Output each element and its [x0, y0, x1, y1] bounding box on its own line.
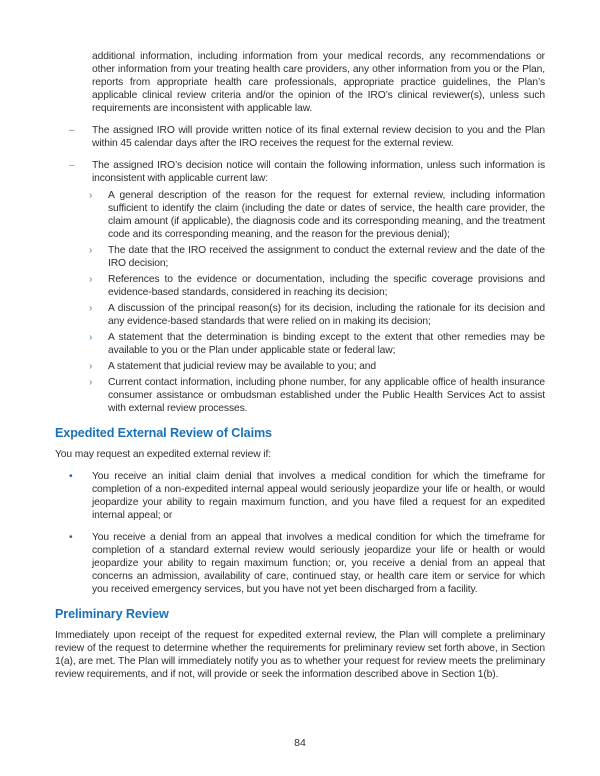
dash-bullet-marker: –: [69, 160, 75, 171]
document-body: [55, 50, 545, 690]
expedited-intro-text: You may request an expedited external review if:: [55, 449, 271, 460]
preliminary-body-text: Immediately upon receipt of the request for expedited external review, the Plan will complete a preliminary review of the request to determine whether the requirements for preliminary review set forth above, in Section 1(a), are met. The Plan will immediately notify you as to whether your request for review meets the preliminary review requirements, and if not, will provide or seek the information described above in Section 1(b).: [55, 630, 545, 680]
round-bullet-marker: •: [69, 532, 73, 543]
chevron-bullet-marker: ›: [89, 303, 93, 314]
dash-item-text: The assigned IRO will provide written notice of its final external review decision to you and the Plan within 45 calendar days after the IRO receives the request for the external review.: [92, 125, 545, 149]
sub-list-item: [55, 244, 545, 270]
dash-item-text: The assigned IRO’s decision notice will contain the following information, unless such information is inconsistent with applicable current law:: [92, 160, 545, 184]
sub-item-text: References to the evidence or documentation, including the specific coverage provisions and evidence-based standards, considered in reaching its decision;: [108, 274, 545, 298]
page-number: 84: [294, 737, 306, 749]
sub-list-item: [55, 189, 545, 241]
sub-item-text: Current contact information, including phone number, for any applicable office of health insurance consumer assistance or ombudsman established under the Public Health Services Act to assist with external review processes.: [108, 377, 545, 414]
sub-item-text: The date that the IRO received the assignment to conduct the external review and the date of the IRO decision;: [108, 245, 545, 269]
section-heading-preliminary-review: Preliminary Review: [55, 607, 169, 621]
sub-list-item: [55, 376, 545, 415]
bullet-item-text: You receive an initial claim denial that involves a medical condition for which the timeframe for completion of a non-expedited internal appeal would seriously jeopardize your life or health, or would jeopardize your ability to regain maximum function, and you have filed a request for an expedited internal appeal; or: [92, 471, 545, 521]
sub-list-item: [55, 360, 545, 373]
section-heading-expedited-external-review: Expedited External Review of Claims: [55, 426, 272, 440]
chevron-bullet-marker: ›: [89, 190, 93, 201]
sub-list-item: [55, 273, 545, 299]
chevron-bullet-marker: ›: [89, 245, 93, 256]
dash-bullet-marker: –: [69, 125, 75, 136]
sub-item-text: A discussion of the principal reason(s) for its decision, including the rationale for its decision and any evidence-based standards that were relied on in making its decision;: [108, 303, 545, 327]
dash-list-item: [55, 159, 545, 185]
sub-list-item: [55, 331, 545, 357]
chevron-bullet-marker: ›: [89, 332, 93, 343]
chevron-bullet-marker: ›: [89, 361, 93, 372]
dash-list-item: [55, 124, 545, 150]
bullet-list-item: [55, 531, 545, 596]
paragraph-continuation: additional information, including information from your medical records, any recommendations or other information from your treating health care providers, any other information from you or the Plan, reports from appropriate health care professionals, appropriate practice guidelines, the Plan’s applicable clinical review criteria and/or the opinion of the IRO’s clinical reviewer(s), unless such requirements are inconsistent with applicable law.: [92, 51, 545, 114]
chevron-bullet-marker: ›: [89, 274, 93, 285]
bullet-item-text: You receive a denial from an appeal that involves a medical condition for which the timeframe for completion of a standard external review would seriously jeopardize your life or health or would jeopardize your ability to regain maximum function; or, you receive a denial from an appeal that concerns an admission, availability of care, continued stay, or health care item or service for which you received emergency services, but you have not yet been discharged from a facility.: [92, 532, 545, 595]
sub-item-text: A statement that judicial review may be available to you; and: [108, 361, 376, 372]
sub-item-text: A general description of the reason for the request for external review, including information sufficient to identify the claim (including the date or dates of service, the health care provider, the claim amount (if applicable), the diagnosis code and its corresponding meaning, and the treatment code and its corresponding meaning, and the reason for the previous denial);: [108, 190, 545, 240]
bullet-list-item: [55, 470, 545, 522]
round-bullet-marker: •: [69, 471, 73, 482]
chevron-bullet-marker: ›: [89, 377, 93, 388]
sub-list-item: [55, 302, 545, 328]
sub-item-text: A statement that the determination is binding except to the extent that other remedies may be available to you or the Plan under applicable state or federal law;: [108, 332, 545, 356]
